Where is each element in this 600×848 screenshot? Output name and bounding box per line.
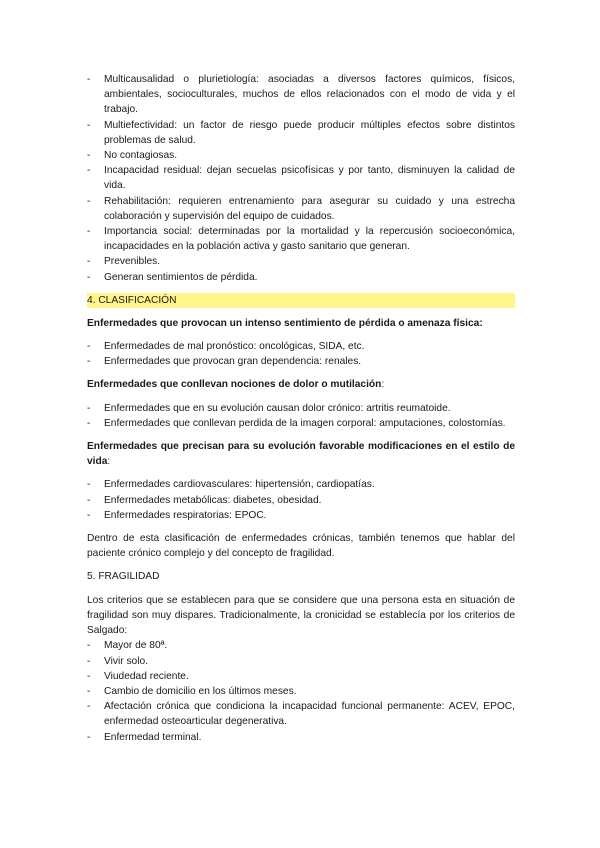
group-title — [87, 377, 515, 392]
group-title — [87, 439, 515, 469]
group-title-text: Enfermedades que conllevan nociones de dolor o mutilación — [87, 379, 382, 391]
group-title: Enfermedades que provocan un intenso sentimiento de pérdida o amenaza física: — [87, 317, 483, 329]
list-item: - Enfermedades respiratorias: EPOC. — [87, 508, 515, 523]
section-heading-clasificacion: 4. CLASIFICACIÓN — [87, 293, 515, 308]
paragraph: Los criterios que se establecen para que se considere que una persona esta en situación de fragilidad son muy dispares. Tradicionalmente, la cronicidad se establecía por los criterios de Salgado: — [87, 594, 515, 637]
group-list — [87, 401, 515, 431]
list-item: - Viudedad reciente. — [87, 669, 515, 684]
list-item: - Cambio de domicilio en los últimos meses. — [87, 684, 515, 699]
list-item: - Enfermedades cardiovasculares: hipertensión, cardiopatías. — [87, 477, 515, 492]
list-item: - Afectación crónica que condiciona la incapacidad funcional permanente: ACEV, EPOC, enfermedad osteoarticular degenerativa. — [87, 699, 515, 729]
list-item: - No contagiosas. — [87, 148, 515, 163]
group-title-suffix: : — [381, 379, 385, 391]
list-item: - Generan sentimientos de pérdida. — [87, 270, 515, 285]
list-item: - Mayor de 80ª. — [87, 638, 515, 653]
list-item: - Rehabilitación: requieren entrenamiento para asegurar su cuidado y una estrecha colaboración y supervisión del equipo de cuidados. — [87, 194, 515, 224]
group-list — [87, 339, 515, 369]
list-item: - Importancia social: determinadas por la mortalidad y la repercusión socioeconómica, incapacidades en la población activa y gasto sanitario que generan. — [87, 224, 515, 254]
list-item: - Multiefectividad: un factor de riesgo puede producir múltiples efectos sobre distintos problemas de salud. — [87, 118, 515, 148]
criteria-list — [87, 638, 515, 744]
list-item: - Enfermedades metabólicas: diabetes, obesidad. — [87, 493, 515, 508]
list-item: - Enfermedad terminal. — [87, 730, 515, 745]
paragraph: Dentro de esta clasificación de enfermedades crónicas, también tenemos que hablar del paciente crónico complejo y del concepto de fragilidad. — [87, 533, 515, 560]
page-content — [87, 72, 515, 745]
section-heading-fragilidad: 5. FRAGILIDAD — [87, 571, 160, 583]
group-title-suffix: : — [107, 456, 111, 468]
list-item: - Enfermedades que en su evolución causan dolor crónico: artritis reumatoide. — [87, 401, 515, 416]
list-item: - Prevenibles. — [87, 254, 515, 269]
group-title-text: Enfermedades que precisan para su evolución favorable modificaciones en el estilo de vida — [87, 441, 515, 468]
list-item: - Vivir solo. — [87, 654, 515, 669]
list-item: - Incapacidad residual: dejan secuelas psicofísicas y por tanto, disminuyen la calidad de vida. — [87, 163, 515, 193]
list-item: - Enfermedades que provocan gran dependencia: renales. — [87, 354, 515, 369]
list-item: - Enfermedades de mal pronóstico: oncológicas, SIDA, etc. — [87, 339, 515, 354]
characteristics-list — [87, 72, 515, 285]
list-item: - Multicausalidad o plurietiología: asociadas a diversos factores químicos, físicos, ambientales, socioculturales, muchos de ellos relacionados con el modo de vida y el trabajo. — [87, 72, 515, 118]
list-item: - Enfermedades que conllevan perdida de la imagen corporal: amputaciones, colostomías. — [87, 416, 515, 431]
group-list — [87, 477, 515, 523]
